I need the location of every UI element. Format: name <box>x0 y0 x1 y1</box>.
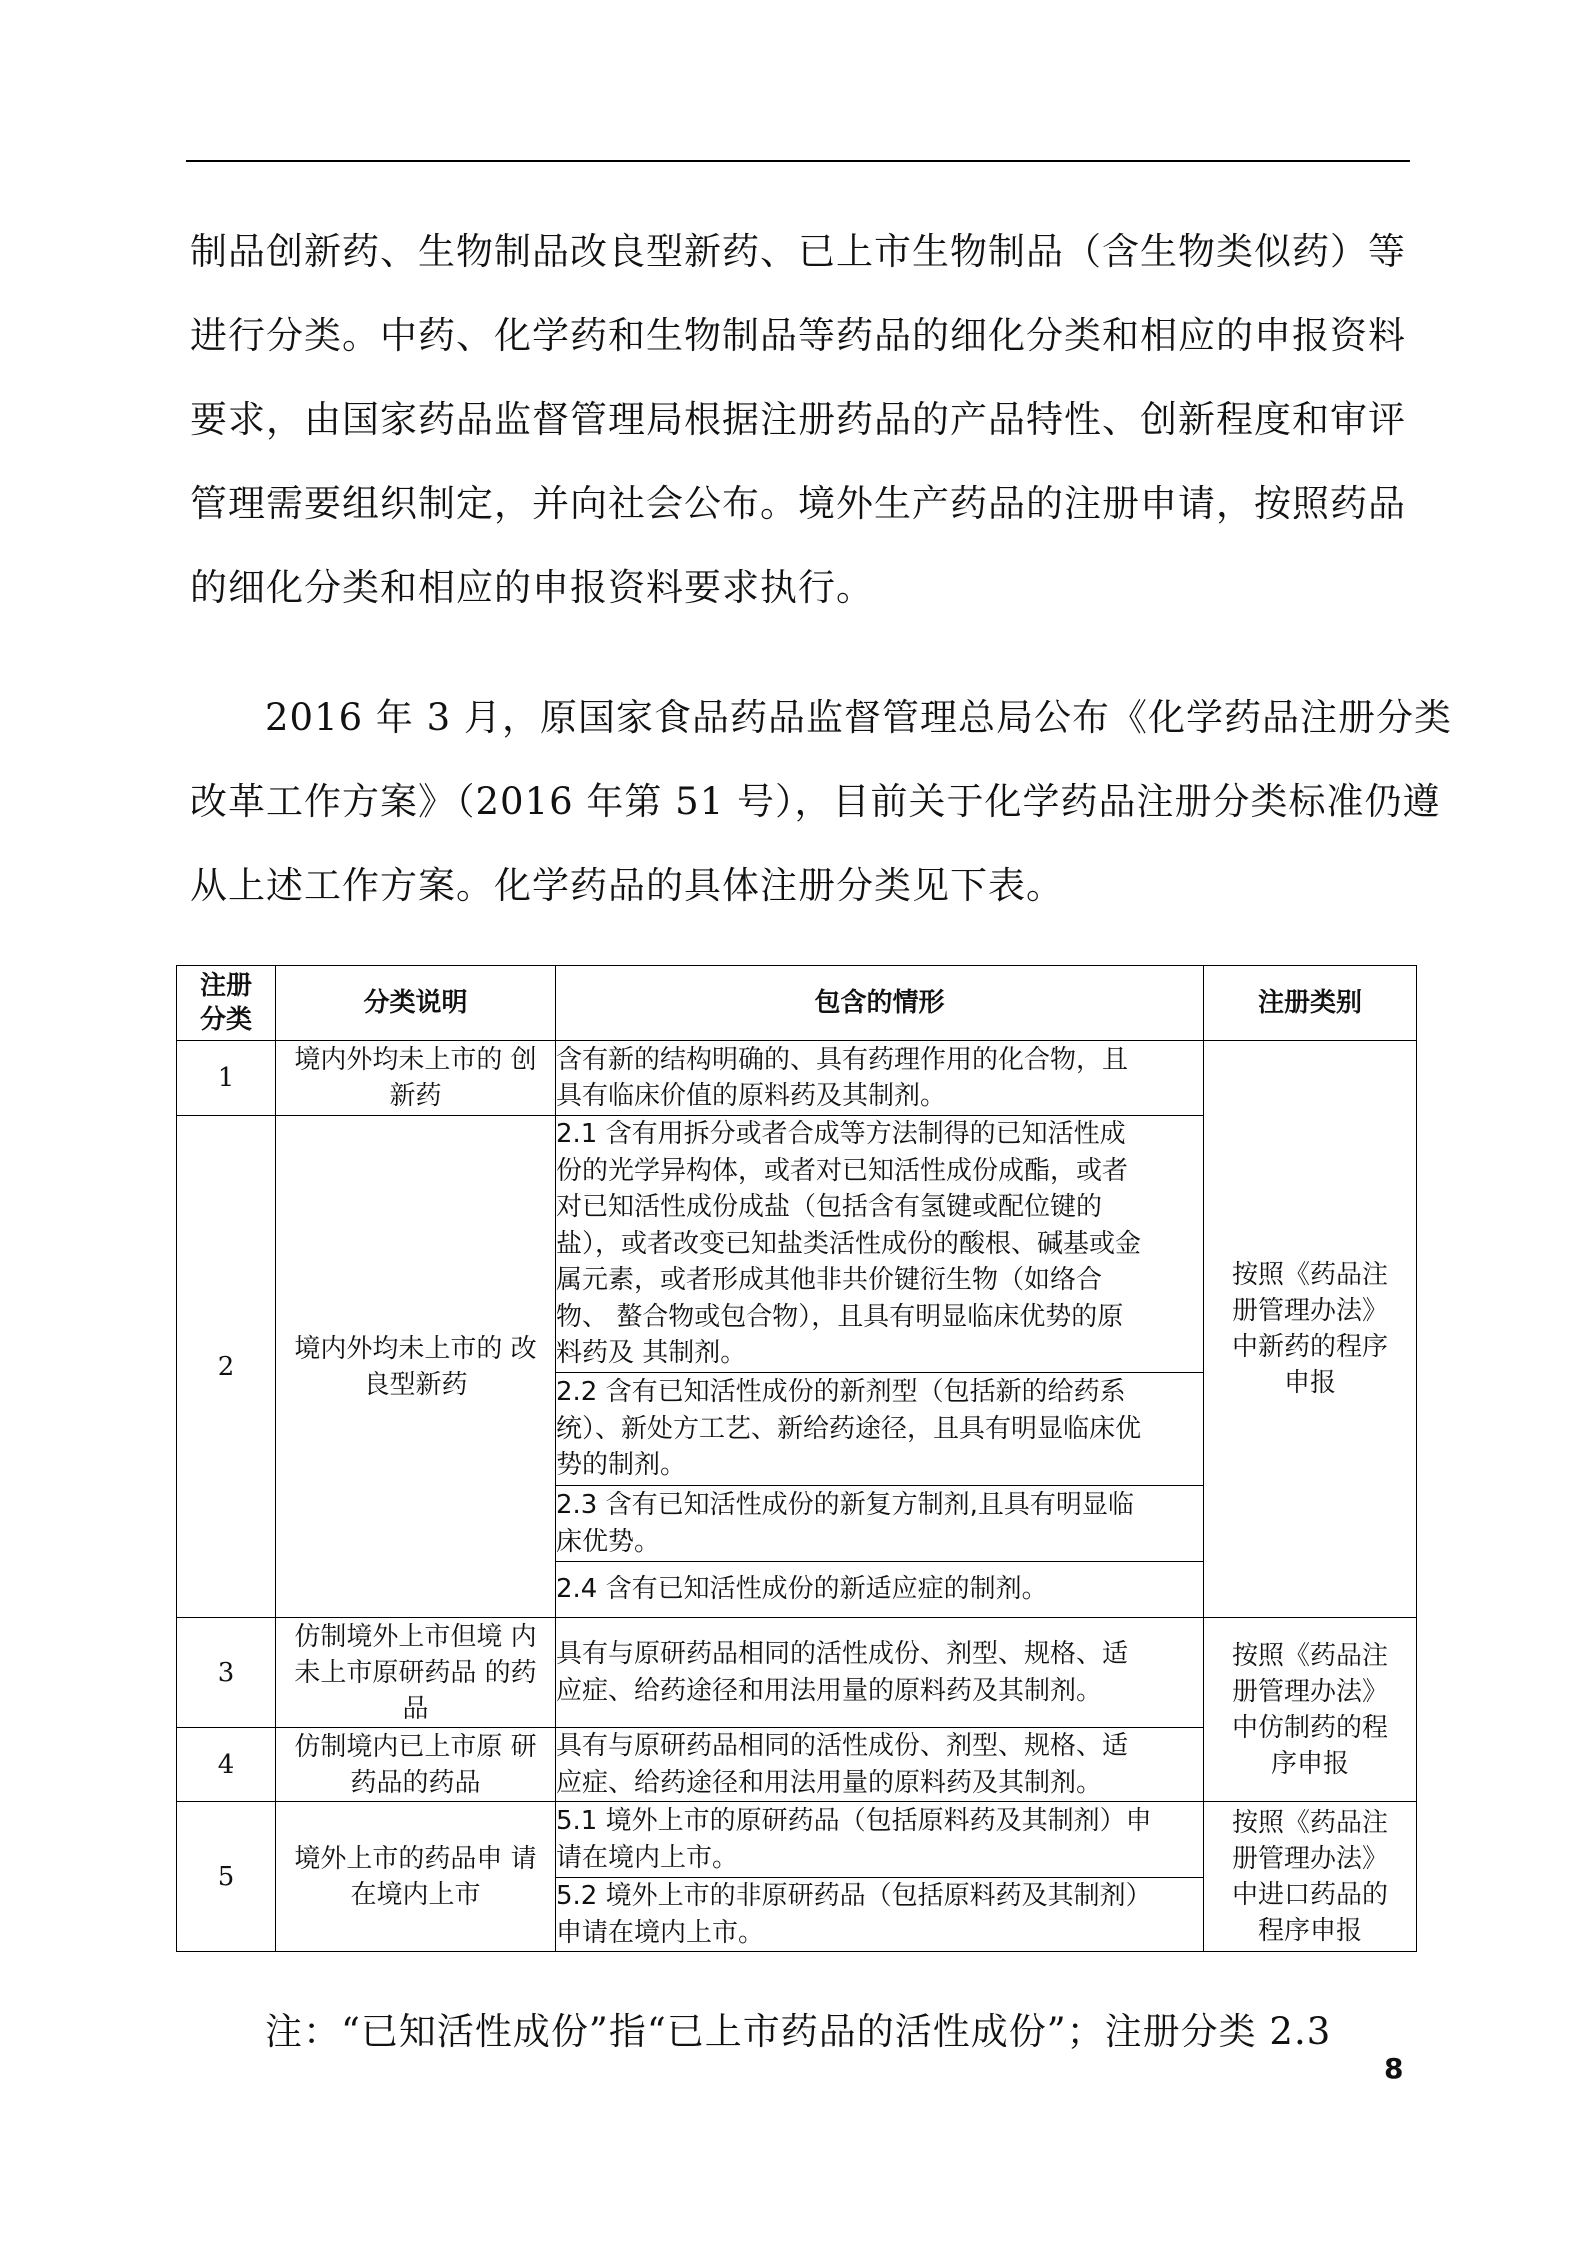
category-description: 境内外均未上市的 创 新药 <box>276 1041 556 1116</box>
header-situations: 包含的情形 <box>556 966 1204 1041</box>
text-line: 制品创新药、生物制品改良型新药、已上市生物制品（含生物类似药）等 <box>190 230 1406 273</box>
category-description: 仿制境外上市但境 内 未上市原研药品 的药 品 <box>276 1618 556 1728</box>
category-number: 5 <box>177 1802 276 1952</box>
text-line: 的细化分类和相应的申报资料要求执行。 <box>190 566 874 609</box>
text-line: 注：“已知活性成份”指“已上市药品的活性成份”；注册分类 2.3 <box>265 2010 1332 2053</box>
situation-cell: 含有新的结构明确的、具有药理作用的化合物，且 具有临床价值的原料药及其制剂。 <box>556 1041 1204 1116</box>
table-row <box>177 1802 1417 1878</box>
text-line: 从上述工作方案。化学药品的具体注册分类见下表。 <box>190 864 1064 907</box>
header-category: 注册 分类 <box>177 966 276 1041</box>
table-row <box>177 1618 1417 1728</box>
registration-type-generic: 按照《药品注 册管理办法》 中仿制药的程 序申报 <box>1204 1618 1417 1802</box>
text-line: 进行分类。中药、化学药和生物制品等药品的细化分类和相应的申报资料 <box>190 314 1406 357</box>
registration-type-new-drug: 按照《药品注 册管理办法》 中新药的程序 申报 <box>1204 1041 1417 1618</box>
situation-cell: 2.2 含有已知活性成份的新剂型（包括新的给药系 统）、新处方工艺、新给药途径，且具有明显临床优 势的制剂。 <box>556 1373 1204 1486</box>
header-registration-type: 注册类别 <box>1204 966 1417 1041</box>
situation-cell: 具有与原研药品相同的活性成份、剂型、规格、适 应症、给药途径和用法用量的原料药及其制剂。 <box>556 1618 1204 1728</box>
category-description: 境外上市的药品申 请 在境内上市 <box>276 1802 556 1952</box>
situation-cell: 2.3 含有已知活性成份的新复方制剂,且具有明显临 床优势。 <box>556 1486 1204 1562</box>
situation-cell: 具有与原研药品相同的活性成份、剂型、规格、适 应症、给药途径和用法用量的原料药及其制剂。 <box>556 1728 1204 1802</box>
text-line: 2016 年 3 月，原国家食品药品监督管理总局公布《化学药品注册分类 <box>265 696 1452 739</box>
category-description: 仿制境内已上市原 研 药品的药品 <box>276 1728 556 1802</box>
paragraph-classification-intro <box>190 210 1410 630</box>
registration-type-import: 按照《药品注 册管理办法》 中进口药品的 程序申报 <box>1204 1802 1417 1952</box>
header-description: 分类说明 <box>276 966 556 1041</box>
paragraph-note <box>190 1990 1410 2074</box>
situation-cell: 5.2 境外上市的非原研药品（包括原料药及其制剂） 申请在境内上市。 <box>556 1878 1204 1952</box>
category-number: 1 <box>177 1041 276 1116</box>
registration-classification-table <box>176 965 1417 1952</box>
situation-cell: 2.4 含有已知活性成份的新适应症的制剂。 <box>556 1562 1204 1618</box>
text-line: 要求，由国家药品监督管理局根据注册药品的产品特性、创新程度和审评 <box>190 398 1406 441</box>
text-line: 管理需要组织制定，并向社会公布。境外生产药品的注册申请，按照药品 <box>190 482 1406 525</box>
page-number: 8 <box>1384 2052 1404 2085</box>
text-line: 改革工作方案》（2016 年第 51 号），目前关于化学药品注册分类标准仍遵 <box>190 780 1441 823</box>
category-number: 2 <box>177 1116 276 1618</box>
category-description: 境内外均未上市的 改 良型新药 <box>276 1116 556 1618</box>
situation-cell: 2.1 含有用拆分或者合成等方法制得的已知活性成 份的光学异构体，或者对已知活性成份成酯，或者 对已知活性成份成盐（包括含有氢键或配位键的 盐），或者改变已知盐类活性成份的酸根、碱基或金 属元素，或者形成其他非共价键衍生物（如络合 物、 螯合物或包合物），且具有明显临床优势的原 料药及 其制剂。 <box>556 1116 1204 1373</box>
table-header-row <box>177 966 1417 1041</box>
paragraph-2016-plan <box>190 676 1452 928</box>
category-number: 4 <box>177 1728 276 1802</box>
category-number: 3 <box>177 1618 276 1728</box>
table-row <box>177 1041 1417 1116</box>
situation-cell: 5.1 境外上市的原研药品（包括原料药及其制剂）申 请在境内上市。 <box>556 1802 1204 1878</box>
header-rule <box>186 160 1410 162</box>
